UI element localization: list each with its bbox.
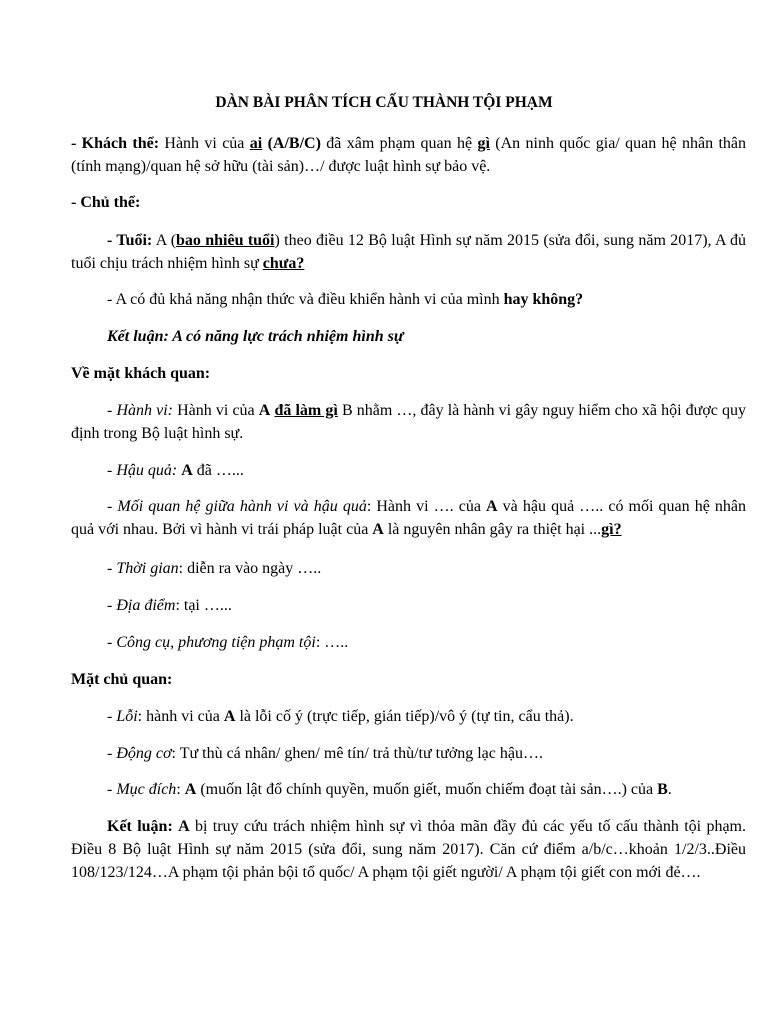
- khach-the-gi: gì: [477, 135, 490, 152]
- hanh-vi-label: - Hành vi:: [107, 402, 173, 419]
- document-title: DÀN BÀI PHÂN TÍCH CẤU THÀNH TỘI PHẠM: [215, 94, 553, 111]
- loi-paragraph: - Lỗi: hành vi của A là lỗi cố ý (trực tiếp, gián tiếp)/vô ý (tự tin, cẩu thả).: [107, 708, 574, 725]
- nhan-thuc-paragraph: - A có đủ khả năng nhận thức và điều khiển hành vi của mình hay không?: [107, 291, 584, 308]
- khach-the-label: - Khách thể:: [71, 135, 160, 152]
- moi-quan-he-paragraph: - Mối quan hệ giữa hành vi và hậu quả: Hành vi …. của A và hậu quả ….. có mối quan hệ nhân quả với nhau. Bởi vì hành vi trái pháp luật của A là nguyên nhân gây ra thiệt hại ...gì?: [71, 498, 746, 538]
- chu-the-ket-luan: Kết luận: A có năng lực trách nhiệm hình sự: [107, 328, 404, 345]
- hanh-vi-paragraph: - Hành vi: Hành vi của A đã làm gì B nhằm …, đây là hành vi gây nguy hiểm cho xã hội được quy định trong Bộ luật hình sự.: [71, 402, 746, 442]
- moi-quan-he-label: - Mối quan hệ giữa hành vi và hậu quả: [107, 498, 367, 515]
- tuoi-paragraph: - Tuổi: A (bao nhiêu tuổi) theo điều 12 Bộ luật Hình sự năm 2015 (sửa đổi, sung năm 2017), A đủ tuổi chịu trách nhiệm hình sự chưa?: [71, 232, 746, 272]
- hau-qua-label: - Hậu quả:: [107, 462, 178, 479]
- thoi-gian-paragraph: - Thời gian: diễn ra vào ngày …..: [107, 560, 322, 577]
- khach-quan-heading: Về mặt khách quan:: [71, 365, 211, 382]
- cong-cu-paragraph: - Công cụ, phương tiện phạm tội: …..: [107, 634, 349, 651]
- tuoi-label: - Tuổi:: [107, 232, 153, 249]
- dia-diem-paragraph: - Địa điểm: tại …...: [107, 597, 232, 614]
- chu-quan-heading: Mặt chủ quan:: [71, 671, 173, 688]
- khach-the-paragraph: - Khách thể: Hành vi của ai (A/B/C) đã xâm phạm quan hệ gì (An ninh quốc gia/ quan hệ nhân thân (tính mạng)/quan hệ sở hữu (tài sản)…/ được luật hình sự bảo vệ.: [71, 135, 747, 175]
- dong-co-paragraph: - Động cơ: Tư thù cá nhân/ ghen/ mê tín/ trả thù/tư tưởng lạc hậu….: [107, 745, 543, 762]
- ket-luan-paragraph: Kết luận: A bị truy cứu trách nhiệm hình sự vì thỏa mãn đầy đủ các yếu tố cấu thành tội phạm. Điều 8 Bộ luật Hình sự năm 2015 (sửa đổi, sung năm 2017). Căn cứ điểm a/b/c…khoản 1/2/3..Điều 108/123/124…A phạm tội phản bội tổ quốc/ A phạm tội giết người/ A phạm tội giết con mới đẻ….: [71, 818, 747, 881]
- hau-qua-paragraph: - Hậu quả: A đã …...: [107, 462, 244, 479]
- khach-the-ai: ai: [249, 135, 263, 152]
- muc-dich-paragraph: - Mục đích: A (muốn lật đổ chính quyền, muốn giết, muốn chiếm đoạt tài sản….) của B.: [107, 781, 672, 798]
- chu-the-heading: - Chủ thể:: [71, 194, 141, 211]
- ket-luan-label: Kết luận:: [107, 818, 173, 835]
